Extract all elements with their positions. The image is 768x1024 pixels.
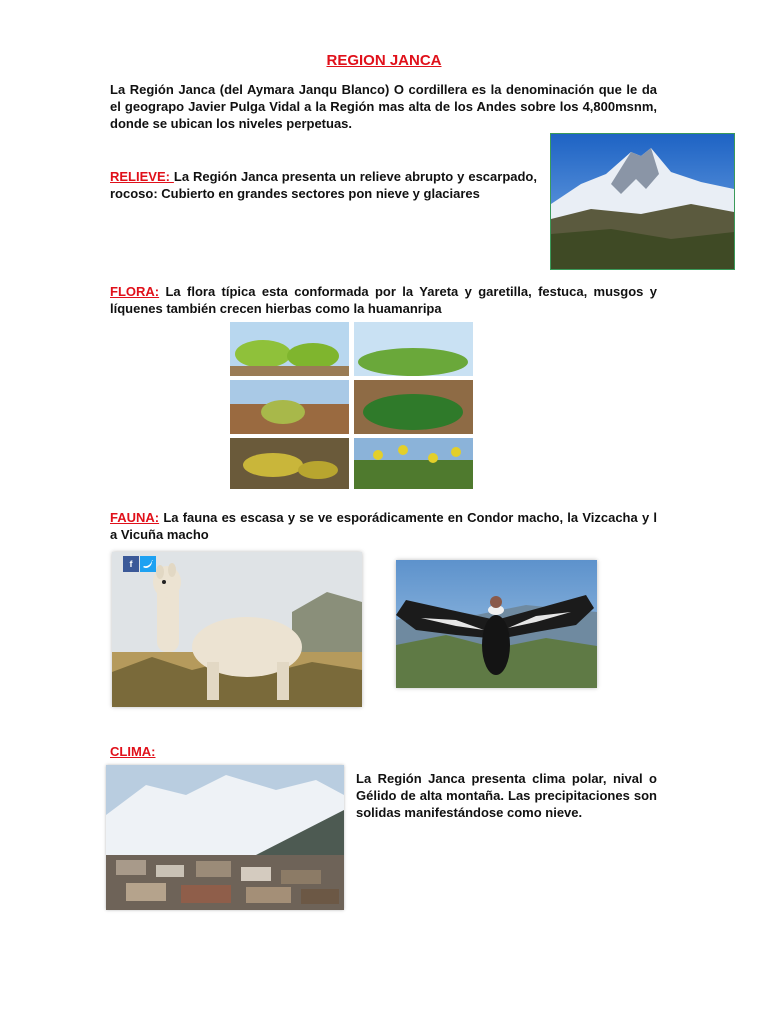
fauna-text: La fauna es escasa y se ve esporádicamente en Condor macho, la Vizcacha y l a Vicuña macho [110,510,657,542]
fauna-paragraph [110,509,657,543]
relieve-paragraph [110,168,537,202]
twitter-share-icon[interactable] [140,556,156,572]
condor-photo [396,560,597,688]
relieve-text: La Región Janca presenta un relieve abrupto y escarpado, rocoso: Cubierto en grandes sectores pon nieve y glaciares [110,169,537,201]
page-title: REGION JANCA [326,52,442,69]
clima-text: La Región Janca presenta clima polar, nival o Gélido de alta montaña. Las precipitaciones son solidas manifestándose como nieve. [356,771,657,820]
clima-town-photo [106,765,344,910]
mountain-photo [550,133,735,270]
alpaca-photo [112,552,362,707]
relieve-label: RELIEVE: [110,169,174,184]
clima-label: CLIMA: [110,744,156,759]
clima-heading [110,743,156,760]
flora-text: La flora típica esta conformada por la Yareta y garetilla, festuca, musgos y líquenes también crecen hierbas como la huamanripa [110,284,657,316]
facebook-share-icon[interactable]: f [123,556,139,572]
flora-collage [228,320,475,491]
flora-label: FLORA: [110,284,160,299]
fauna-label: FAUNA: [110,510,160,525]
flora-paragraph [110,283,657,317]
intro-paragraph: La Región Janca (del Aymara Janqu Blanco) O cordillera es la denominación que le da el geograpo Javier Pulga Vidal a la Región mas alta de los Andes sobre los 4,800msnm, donde se ubican los niveles perpetuas. [110,82,657,131]
